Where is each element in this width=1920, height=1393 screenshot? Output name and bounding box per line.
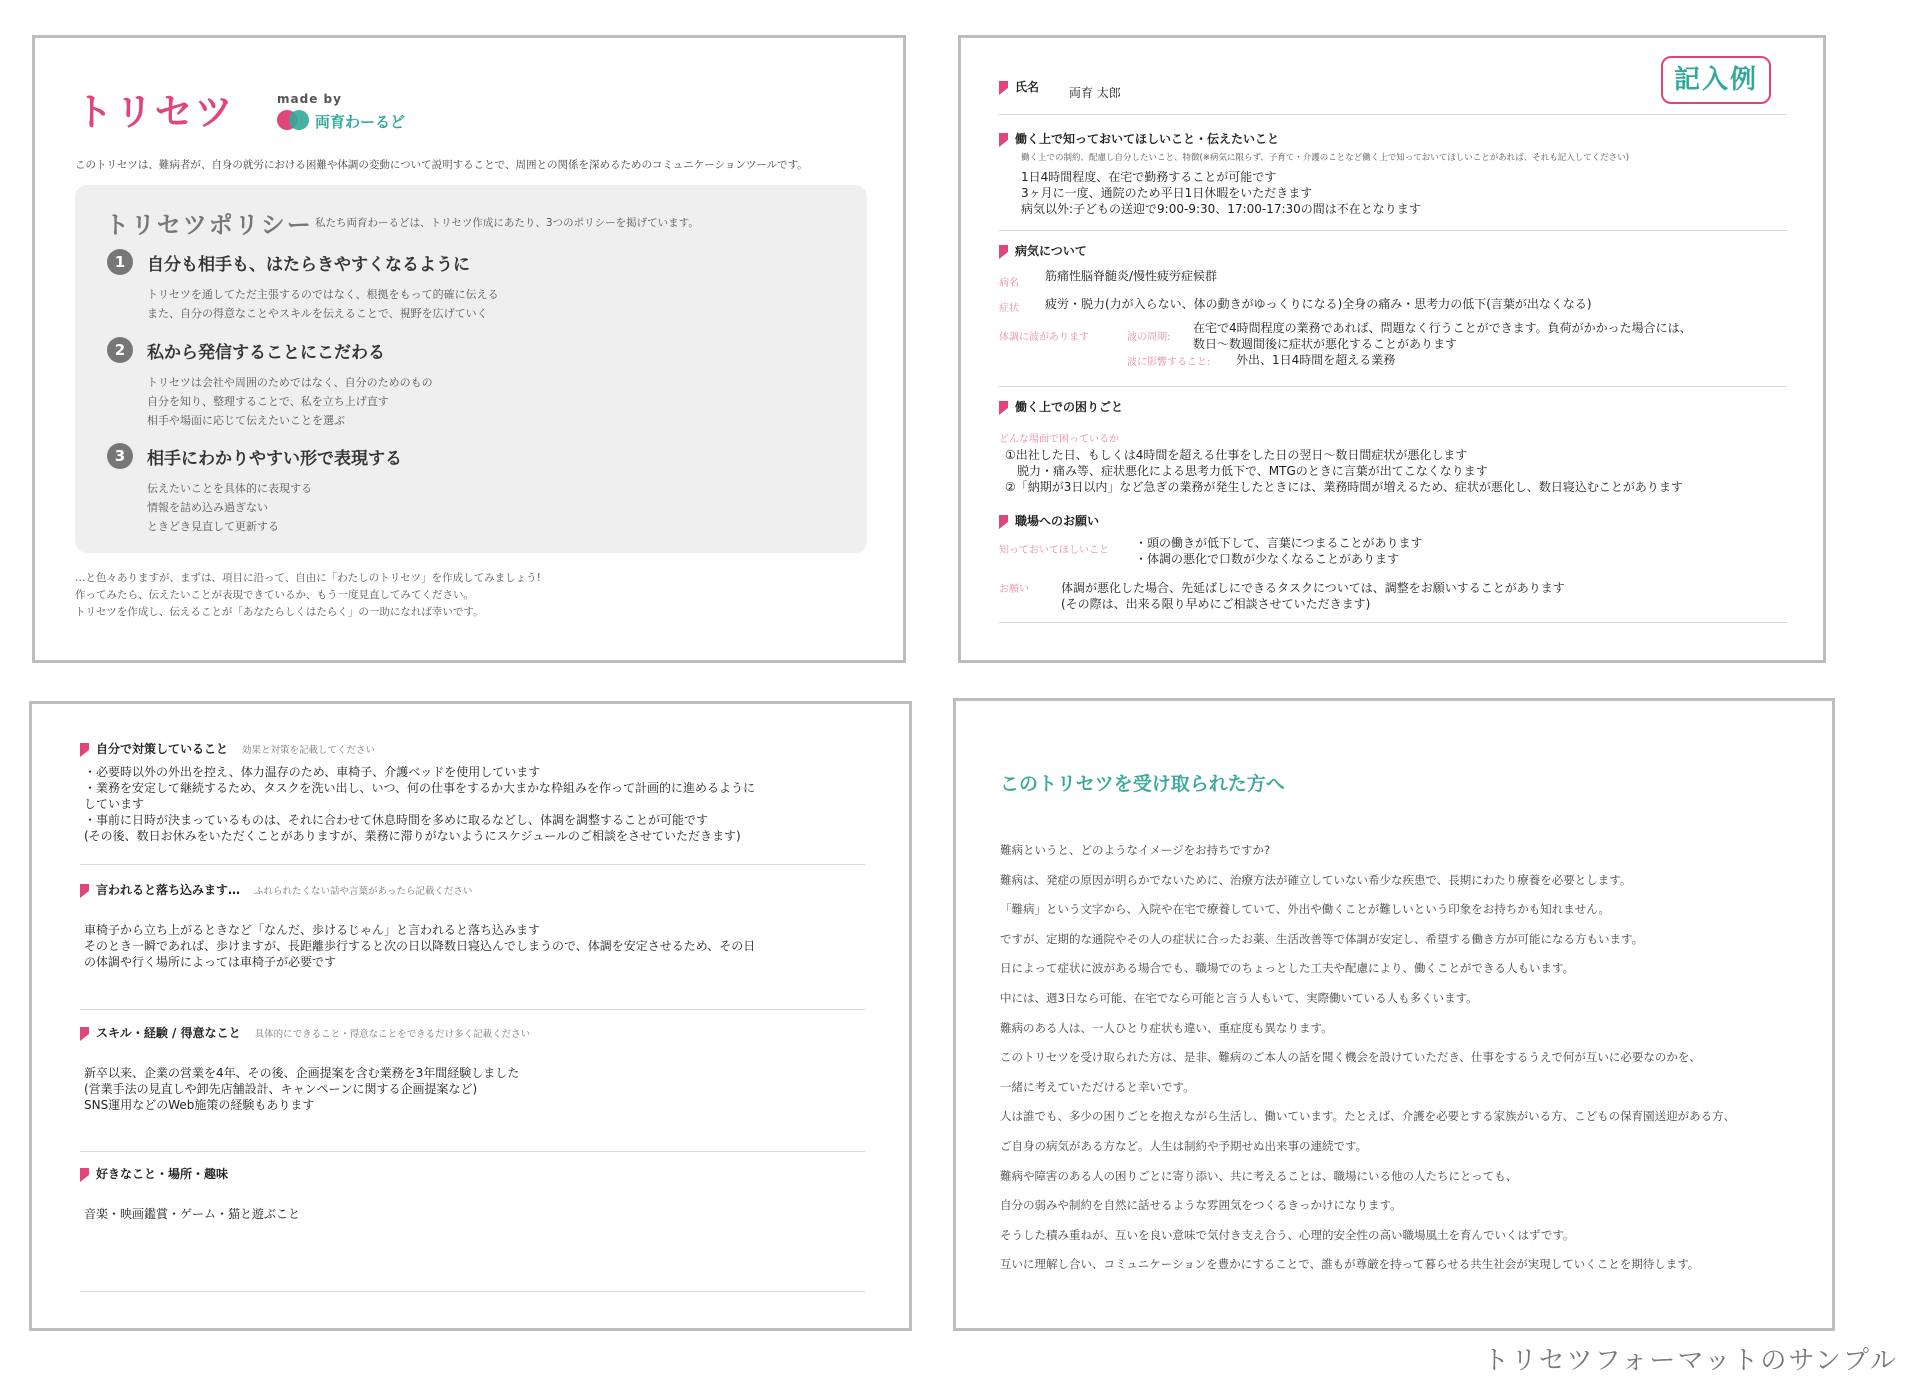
name-value: 両育 太郎 (1069, 86, 1121, 100)
example-sheet-page (958, 35, 1826, 663)
field-label: 病名 (999, 278, 1019, 289)
policy-heading: 私から発信することにこだわる (147, 343, 385, 363)
made-by-label: made by (277, 92, 342, 106)
divider (80, 1151, 865, 1152)
disease-value: 筋痛性脳脊髄炎/慢性疲労症候群 (1045, 269, 1218, 283)
policy-body: トリセツを通してただ主張するのではなく、根拠をもって的確に伝える また、自分の得意なことやスキルを伝えることで、視野を広げていく (147, 288, 499, 320)
hobby-value: 音楽・映画鑑賞・ゲーム・猫と遊ぶこと (84, 1207, 301, 1221)
flag-icon (999, 245, 1008, 259)
flag-icon (999, 133, 1008, 147)
policy-body: トリセツは会社や周囲のためではなく、自分のためのもの 自分を知り、整理することで、私を立ち上げ直す 相手や場面に応じて伝えたいことを選ぶ (147, 376, 433, 427)
affect-value: 外出、1日4時間を超える業務 (1236, 353, 1396, 367)
company-logo-icon (277, 110, 313, 130)
flag-icon (80, 1168, 89, 1182)
example-sheet-page-2 (29, 701, 912, 1331)
policy-page (32, 35, 906, 663)
policy-subtitle: 私たち両育わーるどは、トリセツ作成にあたり、3つのポリシーを掲げています。 (315, 217, 699, 229)
divider (999, 230, 1787, 231)
policy-title: トリセツポリシー (105, 211, 313, 239)
policy-body: 伝えたいことを具体的に表現する 情報を詰め込み過ぎない ときどき見直して更新する (147, 482, 312, 533)
divider (80, 864, 865, 865)
company-name: 両育わーるど (315, 113, 406, 131)
field-label: 波に影響すること: (1127, 357, 1211, 368)
number-3-icon: 3 (107, 443, 133, 469)
section-body: ①出社した日、もしくは4時間を超える仕事をした日の翌日〜数日間症状が悪化します 脱力・痛み等、症状悪化による思考力低下で、MTGのときに言葉が出てこなくなります ②「納期が3日以内」など急ぎの業務が発生したときには、業務時間が増えるため、症状が悪化し、数日寝込むことがあります (1005, 448, 1683, 494)
field-label: 波の周期: (1127, 332, 1171, 343)
section-note: 働く上での制約、配慮し自分したいこと、特徴(※病気に限らず、子育て・介護のことなど働く上で知っておいてほしいことがあれば、それも記入してください) (1021, 153, 1630, 163)
section-title: 自分で対策していること 効果と対策を記載してください (80, 740, 375, 757)
number-1-icon: 1 (107, 249, 133, 275)
flag-icon (999, 515, 1008, 529)
cycle-value: 在宅で4時間程度の業務であれば、問題なく行うことができます。負荷がかかった場合には、 数日〜数週間後に症状が悪化することがあります (1193, 321, 1692, 351)
flag-icon (80, 1027, 89, 1041)
message-page (953, 698, 1835, 1331)
policy-heading: 相手にわかりやすい形で表現する (147, 449, 402, 469)
section-title: 好きなこと・場所・趣味 (80, 1165, 228, 1182)
divider (999, 386, 1787, 387)
intro-text: このトリセツは、難病者が、自身の就労における困難や体調の変動について説明することで、周囲との関係を深めるためのコミュニケーションツールです。 (75, 159, 808, 171)
section-title: スキル・経験 / 得意なこと 具体的にできること・得意なことをできるだけ多く記載ください (80, 1024, 530, 1041)
footer-text: …と色々ありますが、まずは、項目に沿って、自由に「わたしのトリセツ」を作成してみましょう! 作ってみたら、伝えたいことが表現できているか、もう一度見直してみてください。 トリセツを作成し、伝えることが「あなたらしくはたらく」の一助になれば幸いです。 (75, 572, 541, 618)
logo (75, 90, 675, 134)
policy-heading: 自分も相手も、はたらきやすくなるように (147, 255, 470, 275)
know-value: ・頭の働きが低下して、言葉につまることがあります ・体調の悪化で口数が少なくなることがあります (1135, 536, 1423, 566)
field-label: どんな場面で困っているか (999, 434, 1119, 445)
symptom-value: 疲労・脱力(力が入らない、体の動きがゆっくりになる)全身の痛み・思考力の低下(言葉が出なくなる) (1045, 297, 1592, 311)
field-label: お願い (999, 584, 1029, 595)
flag-icon (999, 81, 1008, 95)
field-label: 体調に波があります (999, 332, 1089, 343)
divider (999, 622, 1787, 623)
field-label: 症状 (999, 303, 1019, 314)
section-body: 1日4時間程度、在宅で勤務することが可能です 3ヶ月に一度、通院のため平日1日休暇をいただきます 病気以外:子どもの送迎で9:00-9:30、17:00-17:30の間は不在となります (1021, 170, 1421, 216)
flag-icon (80, 884, 89, 898)
logo-wordmark: トリセツ (75, 90, 235, 134)
example-badge: 記入例 (1661, 56, 1771, 104)
request-value: 体調が悪化した場合、先延ばしにできるタスクについては、調整をお願いすることがあります (その際は、出来る限り早めにご相談させていただきます) (1061, 581, 1565, 611)
section-title: 病気について (999, 242, 1087, 259)
flag-icon (80, 743, 89, 757)
policy-box (75, 185, 867, 553)
section-title: 言われると落ち込みます… ふれられたくない話や言葉があったら記載ください (80, 881, 472, 898)
section-body: 新卒以来、企業の営業を4年、その後、企画提案を含む業務を3年間経験しました (営業手法の見直しや卸先店舗設計、キャンペーンに関する企画提案など) SNS運用などのWeb施策の経験もあります (84, 1066, 520, 1112)
divider (80, 1009, 865, 1010)
field-label: 知っておいてほしいこと (999, 545, 1109, 556)
flag-icon (999, 401, 1008, 415)
name-section-title: 氏名 (999, 78, 1039, 95)
section-body: 車椅子から立ち上がるときなど「なんだ、歩けるじゃん」と言われると落ち込みます そのとき一瞬であれば、歩けますが、長距離歩行すると次の日以降数日寝込んでしまうので、体調を安定させるため、その日 の体調や行く場所によっては車椅子が必要です (84, 923, 756, 969)
message-title: このトリセツを受け取られた方へ (1000, 773, 1285, 795)
section-title: 働く上で知っておいてほしいこと・伝えたいこと (999, 130, 1279, 147)
section-title: 働く上での困りごと (999, 398, 1123, 415)
section-title: 職場へのお願い (999, 512, 1099, 529)
divider (80, 1291, 865, 1292)
message-body: 難病というと、どのようなイメージをお持ちですか? 難病は、発症の原因が明らかでないために、治療方法が確立していない希少な疾患で、長期にわたり療養を必要とします。 「難病」という文字から、入院や在宅で療養していて、外出や働くことが難しいという印象をお持ちかも知れません。 ですが、定期的な通院やその人の症状に合ったお薬、生活改善等で体調が安定し、希望する働き方が可能になる方もいます。 日によって症状に波がある場合でも、職場でのちょっとした工夫や配慮により、働くことができる人もいます。 中には、週3日なら可能、在宅でなら可能と言う人もいて、実際働いている人も多くいます。 難病のある人は、一人ひとり症状も違い、重症度も異なります。 このトリセツを受け取られた方は、是非、難病のご本人の話を聞く機会を設けていただき、仕事をするうえで何が互いに必要なのかを、 一緒に考えていただけると幸いです。 人は誰でも、多少の困りごとを抱えながら生活し、働いています。たとえば、介護を必要とする家族がいる方、こどもの保育園送迎がある方、 ご自身の病気がある方など。人生は制約や予期せぬ出来事の連続です。 難病や障害のある人の困りごとに寄り添い、共に考えることは、職場にいる他の人たちにとっても、 自分の弱みや制約を自然に話せるような雰囲気をつくるきっかけになります。 そうした積み重ねが、互いを良い意味で気付き支え合う、心理的安全性の高い職場風土を育んでいくはずです。 互いに理解し合い、コミュニケーションを豊かにすることで、誰もが尊厳を持って暮らせる共生社会が実現していくことを期待します。 (1000, 843, 1736, 1272)
number-2-icon: 2 (107, 337, 133, 363)
figure-caption: トリセツフォーマットのサンプル (1482, 1346, 1898, 1376)
section-body: ・必要時以外の外出を控え、体力温存のため、車椅子、介護ベッドを使用しています ・業務を安定して継続するため、タスクを洗い出し、いつ、何の仕事をするか大まかな枠組みを作って計画的に進めるように しています ・事前に日時が決まっているものは、それに合わせて休息時間を多めに取るなどし、体調を調整することが可能です (その後、数日お休みをいただくことがありますが、業務に滞りがないようにスケジュールのご相談をさせていただきます) (84, 765, 756, 843)
divider (999, 114, 1787, 115)
